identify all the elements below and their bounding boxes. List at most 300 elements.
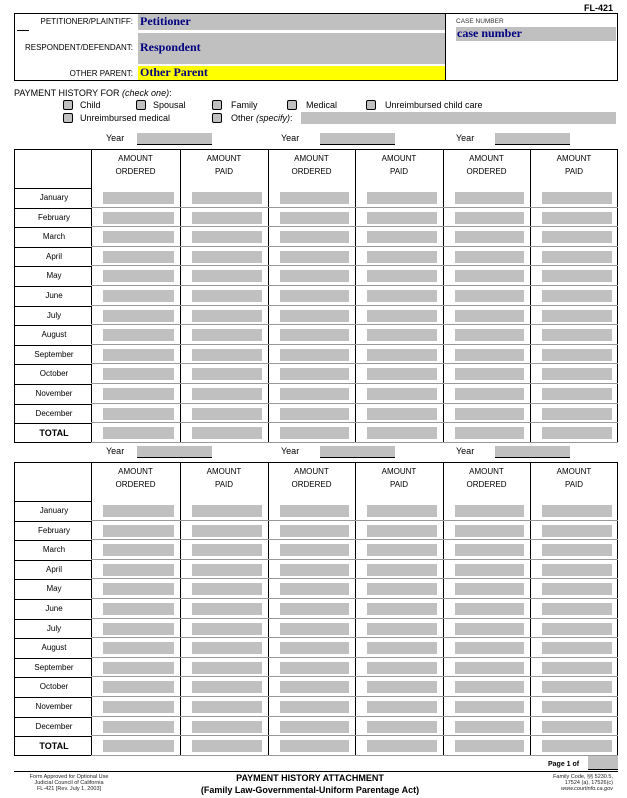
cell-divider bbox=[443, 403, 530, 404]
cell-divider bbox=[268, 618, 355, 619]
cell-divider bbox=[180, 305, 268, 306]
month-label: October bbox=[39, 369, 69, 379]
cell-divider bbox=[180, 442, 268, 443]
cell-divider bbox=[530, 676, 618, 677]
amount-field[interactable] bbox=[367, 564, 437, 576]
other-parent-value: Other Parent bbox=[140, 65, 208, 79]
month-label: November bbox=[35, 389, 73, 398]
amount-field[interactable] bbox=[192, 603, 262, 615]
amount-field[interactable] bbox=[367, 583, 437, 595]
amount-field[interactable] bbox=[455, 642, 524, 654]
amount-field[interactable] bbox=[542, 701, 612, 713]
amount-field[interactable] bbox=[280, 701, 349, 713]
child-label: Child bbox=[80, 100, 101, 110]
amount-field[interactable] bbox=[103, 388, 174, 400]
column-header-line1: AMOUNT bbox=[118, 467, 153, 476]
amount-field[interactable] bbox=[103, 349, 174, 361]
month-label: May bbox=[46, 584, 62, 594]
cell-divider bbox=[443, 618, 530, 619]
footer-rule bbox=[14, 771, 618, 772]
amount-field[interactable] bbox=[192, 564, 262, 576]
cell-divider bbox=[355, 344, 443, 345]
amount-field[interactable] bbox=[103, 251, 174, 263]
cell-divider bbox=[530, 598, 618, 599]
amount-field[interactable] bbox=[455, 368, 524, 380]
cell-divider bbox=[91, 520, 180, 521]
year-field[interactable] bbox=[495, 133, 570, 145]
amount-field[interactable] bbox=[103, 525, 174, 537]
amount-field[interactable] bbox=[192, 329, 262, 341]
row-divider bbox=[14, 364, 91, 365]
month-label: September bbox=[34, 662, 74, 672]
column-header-line1: AMOUNT bbox=[469, 467, 504, 476]
amount-field[interactable] bbox=[542, 408, 612, 420]
cell-divider bbox=[91, 305, 180, 306]
footer-left: Form Approved for Optional Use Judicial Council of California FL-421 [Rev. July 1, 2003] bbox=[29, 774, 109, 792]
petitioner-field[interactable] bbox=[138, 14, 445, 30]
cell-divider bbox=[91, 657, 180, 658]
cell-divider bbox=[268, 755, 355, 756]
cell-divider bbox=[268, 657, 355, 658]
family-label: Family bbox=[231, 100, 258, 110]
cell-divider bbox=[91, 403, 180, 404]
cell-divider bbox=[530, 344, 618, 345]
amount-field[interactable] bbox=[542, 349, 612, 361]
amount-field[interactable] bbox=[542, 368, 612, 380]
amount-field[interactable] bbox=[192, 642, 262, 654]
cell-divider bbox=[530, 637, 618, 638]
amount-field[interactable] bbox=[103, 290, 174, 302]
cell-divider bbox=[91, 539, 180, 540]
cell-divider bbox=[91, 716, 180, 717]
cell-divider bbox=[268, 676, 355, 677]
amount-field[interactable] bbox=[542, 564, 612, 576]
amount-field[interactable] bbox=[192, 192, 262, 204]
amount-field[interactable] bbox=[103, 310, 174, 322]
amount-field[interactable] bbox=[103, 192, 174, 204]
cell-divider bbox=[443, 207, 530, 208]
column-header-line1: AMOUNT bbox=[381, 467, 417, 476]
amount-field[interactable] bbox=[103, 603, 174, 615]
amount-field[interactable] bbox=[192, 231, 262, 243]
amount-field[interactable] bbox=[367, 212, 437, 224]
cell-divider bbox=[268, 246, 355, 247]
cell-divider bbox=[530, 422, 618, 423]
amount-field[interactable] bbox=[542, 623, 612, 635]
other-parent-label: OTHER PARENT: bbox=[69, 69, 133, 78]
amount-field[interactable] bbox=[367, 721, 437, 733]
cell-divider bbox=[355, 657, 443, 658]
cell-divider bbox=[443, 344, 530, 345]
cell-divider bbox=[91, 735, 180, 736]
amount-field[interactable] bbox=[542, 721, 612, 733]
amount-field[interactable] bbox=[367, 270, 437, 282]
cell-divider bbox=[443, 539, 530, 540]
child-checkbox[interactable] bbox=[63, 100, 73, 110]
other-checkbox[interactable] bbox=[212, 113, 222, 123]
amount-field[interactable] bbox=[280, 192, 349, 204]
row-divider bbox=[14, 247, 91, 248]
amount-field[interactable] bbox=[367, 310, 437, 322]
amount-field[interactable] bbox=[455, 388, 524, 400]
amount-field[interactable] bbox=[280, 583, 349, 595]
amount-field[interactable] bbox=[103, 740, 174, 752]
amount-field[interactable] bbox=[280, 505, 349, 517]
amount-field[interactable] bbox=[192, 662, 262, 674]
cell-divider bbox=[91, 324, 180, 325]
amount-field[interactable] bbox=[367, 408, 437, 420]
row-divider bbox=[14, 188, 91, 189]
year-field[interactable] bbox=[495, 446, 570, 458]
amount-field[interactable] bbox=[280, 349, 349, 361]
amount-field[interactable] bbox=[103, 583, 174, 595]
cell-divider bbox=[530, 246, 618, 247]
spousal-label: Spousal bbox=[153, 100, 186, 110]
amount-field[interactable] bbox=[280, 310, 349, 322]
amount-field[interactable] bbox=[455, 544, 524, 556]
year-field[interactable] bbox=[320, 446, 395, 458]
amount-field[interactable] bbox=[280, 662, 349, 674]
amount-field[interactable] bbox=[367, 251, 437, 263]
year-label: Year bbox=[106, 446, 125, 456]
amount-field[interactable] bbox=[280, 408, 349, 420]
amount-field[interactable] bbox=[455, 231, 524, 243]
cell-divider bbox=[443, 598, 530, 599]
amount-field[interactable] bbox=[103, 662, 174, 674]
cell-divider bbox=[268, 598, 355, 599]
family-checkbox[interactable] bbox=[212, 100, 222, 110]
amount-field[interactable] bbox=[103, 231, 174, 243]
spousal-checkbox[interactable] bbox=[136, 100, 146, 110]
amount-field[interactable] bbox=[455, 525, 524, 537]
cell-divider bbox=[530, 520, 618, 521]
amount-field[interactable] bbox=[542, 251, 612, 263]
caption-divider bbox=[445, 13, 446, 81]
amount-field[interactable] bbox=[192, 740, 262, 752]
amount-field[interactable] bbox=[192, 270, 262, 282]
cell-divider bbox=[180, 618, 268, 619]
column-header-line2: PAID bbox=[389, 480, 409, 489]
cell-divider bbox=[443, 676, 530, 677]
year-label: Year bbox=[281, 446, 300, 456]
amount-field[interactable] bbox=[542, 681, 612, 693]
cell-divider bbox=[91, 696, 180, 697]
amount-field[interactable] bbox=[542, 290, 612, 302]
cell-divider bbox=[180, 422, 268, 423]
row-divider bbox=[14, 736, 91, 737]
amount-field[interactable] bbox=[192, 290, 262, 302]
cell-divider bbox=[268, 344, 355, 345]
amount-field[interactable] bbox=[455, 583, 524, 595]
amount-field[interactable] bbox=[542, 310, 612, 322]
amount-field[interactable] bbox=[455, 212, 524, 224]
footer-right: Family Code, §§ 5230.5, 17524 (a), 17526(c) www.courtinfo.ca.gov bbox=[553, 774, 613, 792]
amount-field[interactable] bbox=[367, 681, 437, 693]
amount-field[interactable] bbox=[455, 681, 524, 693]
amount-field[interactable] bbox=[280, 427, 349, 439]
row-divider bbox=[14, 560, 91, 561]
year-label: Year bbox=[456, 446, 475, 456]
amount-field[interactable] bbox=[367, 505, 437, 517]
cell-divider bbox=[180, 520, 268, 521]
amount-field[interactable] bbox=[455, 192, 524, 204]
other-specify-field[interactable] bbox=[301, 112, 616, 124]
row-divider bbox=[14, 227, 91, 228]
page-total-field[interactable] bbox=[588, 756, 618, 770]
amount-field[interactable] bbox=[542, 740, 612, 752]
amount-field[interactable] bbox=[455, 740, 524, 752]
amount-field[interactable] bbox=[367, 388, 437, 400]
cell-divider bbox=[443, 363, 530, 364]
amount-field[interactable] bbox=[280, 388, 349, 400]
amount-field[interactable] bbox=[367, 329, 437, 341]
amount-field[interactable] bbox=[455, 251, 524, 263]
amount-field[interactable] bbox=[542, 270, 612, 282]
cell-divider bbox=[91, 676, 180, 677]
month-label: August bbox=[41, 643, 67, 653]
amount-field[interactable] bbox=[280, 212, 349, 224]
amount-field[interactable] bbox=[280, 544, 349, 556]
cell-divider bbox=[355, 285, 443, 286]
amount-field[interactable] bbox=[192, 427, 262, 439]
cell-divider bbox=[355, 403, 443, 404]
amount-field[interactable] bbox=[192, 583, 262, 595]
cell-divider bbox=[268, 696, 355, 697]
amount-field[interactable] bbox=[542, 231, 612, 243]
amount-field[interactable] bbox=[455, 310, 524, 322]
amount-field[interactable] bbox=[455, 505, 524, 517]
cell-divider bbox=[180, 716, 268, 717]
cell-divider bbox=[355, 442, 443, 443]
amount-field[interactable] bbox=[367, 544, 437, 556]
amount-field[interactable] bbox=[192, 310, 262, 322]
amount-field[interactable] bbox=[103, 408, 174, 420]
cell-divider bbox=[443, 520, 530, 521]
amount-field[interactable] bbox=[455, 701, 524, 713]
amount-field[interactable] bbox=[192, 701, 262, 713]
amount-field[interactable] bbox=[542, 603, 612, 615]
amount-field[interactable] bbox=[542, 388, 612, 400]
cell-divider bbox=[530, 442, 618, 443]
amount-field[interactable] bbox=[103, 270, 174, 282]
cell-divider bbox=[180, 755, 268, 756]
row-divider bbox=[14, 306, 91, 307]
amount-field[interactable] bbox=[367, 231, 437, 243]
amount-field[interactable] bbox=[542, 544, 612, 556]
amount-field[interactable] bbox=[280, 251, 349, 263]
amount-field[interactable] bbox=[192, 212, 262, 224]
cell-divider bbox=[180, 265, 268, 266]
amount-field[interactable] bbox=[455, 603, 524, 615]
amount-field[interactable] bbox=[280, 721, 349, 733]
amount-field[interactable] bbox=[103, 329, 174, 341]
row-divider bbox=[14, 717, 91, 718]
cell-divider bbox=[268, 226, 355, 227]
amount-field[interactable] bbox=[103, 564, 174, 576]
cell-divider bbox=[355, 676, 443, 677]
amount-field[interactable] bbox=[367, 642, 437, 654]
amount-field[interactable] bbox=[542, 427, 612, 439]
amount-field[interactable] bbox=[103, 212, 174, 224]
amount-field[interactable] bbox=[542, 525, 612, 537]
cell-divider bbox=[91, 383, 180, 384]
amount-field[interactable] bbox=[455, 564, 524, 576]
cell-divider bbox=[180, 637, 268, 638]
amount-field[interactable] bbox=[103, 505, 174, 517]
cell-divider bbox=[530, 207, 618, 208]
year-field[interactable] bbox=[137, 446, 212, 458]
cell-divider bbox=[268, 735, 355, 736]
amount-field[interactable] bbox=[542, 505, 612, 517]
column-header-line1: AMOUNT bbox=[294, 154, 329, 163]
cell-divider bbox=[180, 696, 268, 697]
amount-field[interactable] bbox=[542, 329, 612, 341]
year-field[interactable] bbox=[137, 133, 212, 145]
amount-field[interactable] bbox=[542, 212, 612, 224]
month-label: June bbox=[45, 291, 63, 300]
amount-field[interactable] bbox=[367, 192, 437, 204]
column-header-line2: ORDERED bbox=[291, 167, 332, 176]
cell-divider bbox=[180, 363, 268, 364]
month-label: July bbox=[46, 623, 62, 633]
amount-field[interactable] bbox=[455, 721, 524, 733]
row-divider bbox=[14, 423, 91, 424]
amount-field[interactable] bbox=[192, 368, 262, 380]
amount-field[interactable] bbox=[103, 642, 174, 654]
cell-divider bbox=[355, 363, 443, 364]
amount-field[interactable] bbox=[455, 662, 524, 674]
amount-field[interactable] bbox=[455, 408, 524, 420]
column-header-line1: AMOUNT bbox=[556, 467, 592, 476]
year-label: Year bbox=[106, 133, 125, 143]
cell-divider bbox=[355, 207, 443, 208]
amount-field[interactable] bbox=[103, 721, 174, 733]
amount-field[interactable] bbox=[192, 388, 262, 400]
medical-checkbox[interactable] bbox=[287, 100, 297, 110]
year-field[interactable] bbox=[320, 133, 395, 145]
cell-divider bbox=[355, 246, 443, 247]
amount-field[interactable] bbox=[192, 623, 262, 635]
amount-field[interactable] bbox=[280, 623, 349, 635]
amount-field[interactable] bbox=[280, 564, 349, 576]
amount-field[interactable] bbox=[280, 525, 349, 537]
amount-field[interactable] bbox=[367, 368, 437, 380]
amount-field[interactable] bbox=[367, 662, 437, 674]
row-divider bbox=[14, 540, 91, 541]
cell-divider bbox=[355, 226, 443, 227]
amount-field[interactable] bbox=[367, 525, 437, 537]
amount-field[interactable] bbox=[192, 544, 262, 556]
cell-divider bbox=[355, 618, 443, 619]
amount-field[interactable] bbox=[542, 662, 612, 674]
amount-field[interactable] bbox=[192, 525, 262, 537]
amount-field[interactable] bbox=[103, 368, 174, 380]
cell-divider bbox=[268, 403, 355, 404]
cell-divider bbox=[443, 696, 530, 697]
column-header-line2: PAID bbox=[389, 167, 409, 176]
cell-divider bbox=[443, 383, 530, 384]
amount-field[interactable] bbox=[280, 681, 349, 693]
cell-divider bbox=[91, 422, 180, 423]
amount-field[interactable] bbox=[367, 349, 437, 361]
amount-field[interactable] bbox=[455, 427, 524, 439]
amount-field[interactable] bbox=[455, 270, 524, 282]
amount-field[interactable] bbox=[103, 701, 174, 713]
amount-field[interactable] bbox=[455, 329, 524, 341]
column-header-line2: PAID bbox=[564, 480, 584, 489]
cell-divider bbox=[268, 442, 355, 443]
cell-divider bbox=[530, 226, 618, 227]
cell-divider bbox=[268, 422, 355, 423]
cell-divider bbox=[355, 422, 443, 423]
unreimbursed-child-care-checkbox[interactable] bbox=[366, 100, 376, 110]
cell-divider bbox=[268, 363, 355, 364]
cell-divider bbox=[180, 344, 268, 345]
other-parent-field[interactable] bbox=[138, 66, 445, 80]
amount-field[interactable] bbox=[280, 231, 349, 243]
row-divider bbox=[14, 384, 91, 385]
amount-field[interactable] bbox=[103, 681, 174, 693]
amount-field[interactable] bbox=[192, 251, 262, 263]
month-label: May bbox=[46, 271, 62, 281]
amount-field[interactable] bbox=[280, 270, 349, 282]
row-divider bbox=[14, 208, 91, 209]
column-divider bbox=[91, 149, 92, 443]
cell-divider bbox=[530, 305, 618, 306]
amount-field[interactable] bbox=[192, 721, 262, 733]
amount-field[interactable] bbox=[367, 701, 437, 713]
amount-field[interactable] bbox=[367, 740, 437, 752]
cell-divider bbox=[443, 442, 530, 443]
month-label: February bbox=[37, 212, 70, 222]
month-label: November bbox=[35, 702, 73, 711]
petitioner-label: PETITIONER/PLAINTIFF: bbox=[40, 17, 133, 26]
amount-field[interactable] bbox=[367, 623, 437, 635]
amount-field[interactable] bbox=[192, 349, 262, 361]
amount-field[interactable] bbox=[103, 427, 174, 439]
amount-field[interactable] bbox=[103, 623, 174, 635]
amount-field[interactable] bbox=[455, 290, 524, 302]
amount-field[interactable] bbox=[542, 583, 612, 595]
amount-field[interactable] bbox=[103, 544, 174, 556]
month-label: January bbox=[39, 193, 69, 202]
cell-divider bbox=[530, 578, 618, 579]
amount-field[interactable] bbox=[192, 408, 262, 420]
amount-field[interactable] bbox=[192, 505, 262, 517]
amount-field[interactable] bbox=[367, 603, 437, 615]
amount-field[interactable] bbox=[542, 192, 612, 204]
amount-field[interactable] bbox=[280, 329, 349, 341]
month-label: January bbox=[39, 506, 69, 515]
month-label: March bbox=[42, 232, 66, 242]
amount-field[interactable] bbox=[280, 290, 349, 302]
amount-field[interactable] bbox=[455, 349, 524, 361]
respondent-field[interactable] bbox=[138, 33, 445, 64]
amount-field[interactable] bbox=[542, 642, 612, 654]
amount-field[interactable] bbox=[367, 290, 437, 302]
amount-field[interactable] bbox=[280, 603, 349, 615]
cell-divider bbox=[268, 520, 355, 521]
amount-field[interactable] bbox=[455, 623, 524, 635]
amount-field[interactable] bbox=[367, 427, 437, 439]
unreimbursed-medical-checkbox[interactable] bbox=[63, 113, 73, 123]
case-number-field[interactable] bbox=[456, 27, 616, 41]
amount-field[interactable] bbox=[192, 681, 262, 693]
amount-field[interactable] bbox=[280, 368, 349, 380]
amount-field[interactable] bbox=[280, 642, 349, 654]
cell-divider bbox=[443, 755, 530, 756]
amount-field[interactable] bbox=[280, 740, 349, 752]
